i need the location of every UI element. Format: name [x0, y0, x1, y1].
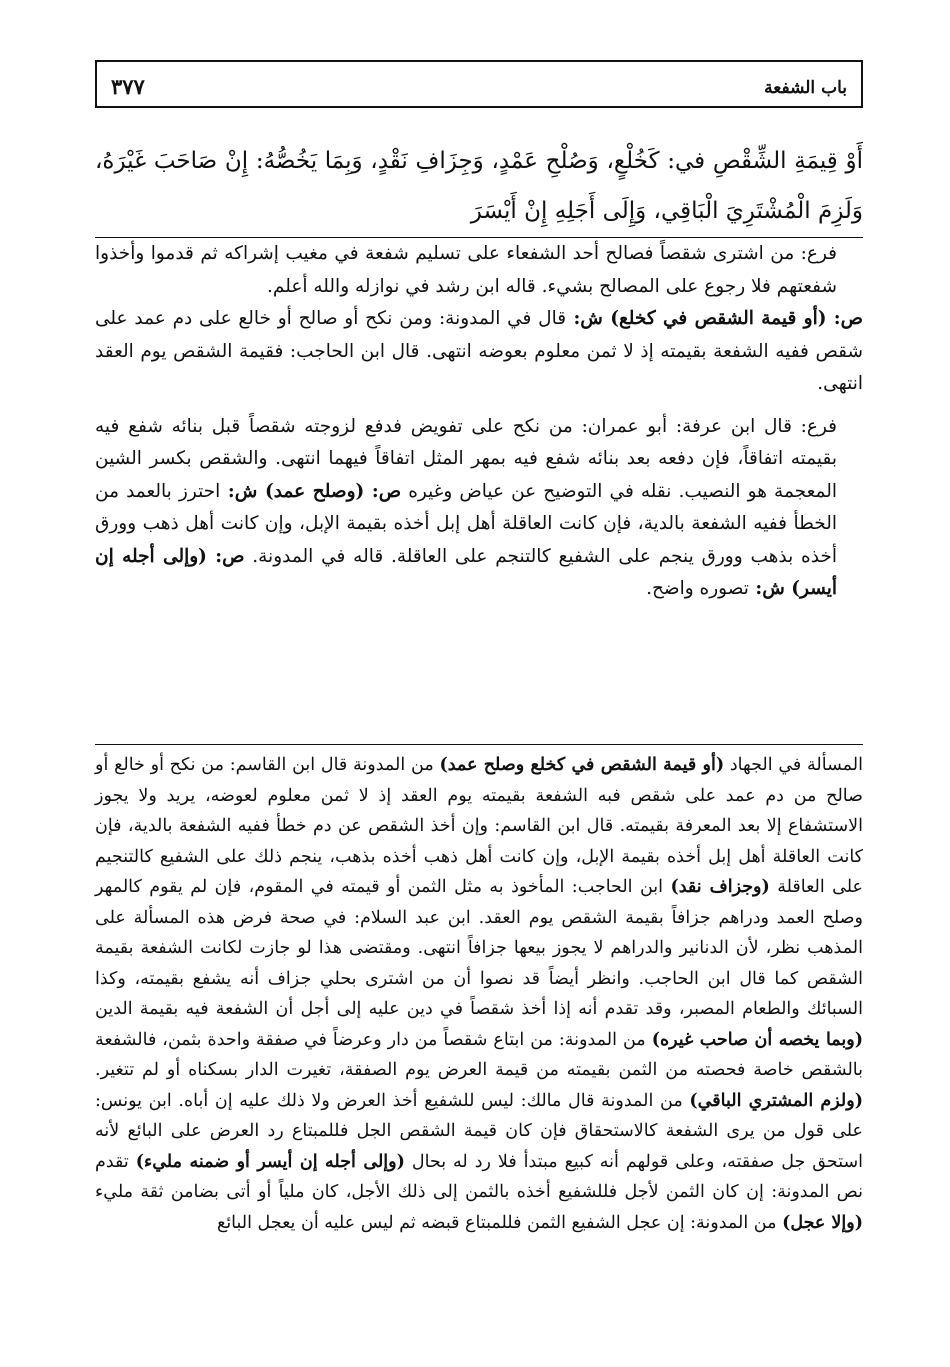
matn-text: أَوْ قِيمَةِ الشِّقْصِ في: كَخُلْعٍ، وَصُلْحِ عَمْدٍ، وَجِزَافِ نَقْدٍ، وَبِمَا يَخُصُّهُ: إِنْ صَاحَبَ غَيْرَهُ، وَلَزِمَ الْمُشْتَرِيَ الْبَاقِي، وَإِلَى أَجَلِهِ إِنْ أَيْسَرَ — [95, 148, 863, 224]
shin-marker: ش: — [220, 480, 265, 502]
page-header — [95, 60, 863, 108]
quoted-matn: (وصلح عمد) — [264, 480, 365, 502]
quoted-matn: (وإلا عجل) — [782, 1212, 863, 1233]
sharh-paragraph-3 — [95, 411, 863, 606]
book-page — [95, 60, 867, 1350]
sharh-paragraph-2 — [95, 303, 863, 401]
quoted-matn: (وجزاف نقد) — [670, 877, 770, 897]
shin-marker: ش: — [566, 308, 611, 329]
sharh-text: فرع: قال ابن عرفة: أبو عمران: من نكح على تفويض فدفع لزوجته شقصاً قبل بنائه شفع فيه بقيمته اتفاقاً، فإن دفعه بعد بنائه شفع فيه بمهر المثل اتفاقاً فيهما انتهى. والشقص بكسر الشين المعجمة هو النصيب. نقله في التوضيح عن عياض وغيره — [95, 415, 837, 502]
sad-marker: ص: — [364, 480, 402, 502]
footnote-text: المسألة في الجهاد — [724, 755, 863, 775]
footnote-text: من المدونة قال مالك: ليس للشفيع أخذ العرض ولا ذلك عليه إن أباه. ابن يونس: على قول من يرى الشفعة كالاستحقاق فإن كان قيمة الشقص الجل فللمبتاع رد العرض على البائع لأنه استحق جل صفقته، وعلى قولهم أنه كبيع مبتدأ فلا رد له بحال — [95, 1090, 863, 1172]
sharh-text: تصوره واضح. — [646, 578, 749, 599]
quoted-matn: (أو قيمة الشقص في كخلع وصلح عمد) — [439, 755, 725, 775]
quoted-matn: (وإلى أجله إن أيسر) — [95, 545, 837, 599]
footnote-paragraph — [95, 750, 863, 1238]
divider-footnote — [95, 744, 863, 745]
shin-marker: ش: — [748, 578, 792, 599]
sharh-text: قال في المدونة: ومن نكح أو صالح أو خالع على دم عمد على شقص ففيه الشفعة بقيمته إذ لا ثمن معلوم بعوضه انتهى. قال ابن الحاجب: فقيمة الشقص يوم العقد انتهى. — [95, 308, 863, 394]
chapter-title: باب الشفعة — [764, 78, 847, 98]
sad-marker: ص: — [826, 308, 864, 329]
footnote-text: من المدونة: إن عجل الشفيع الثمن فللمبتاع قبضه ثم ليس عليه أن يعجل البائع — [217, 1212, 783, 1233]
footnote-text: من المدونة: من ابتاع شقصاً من دار وعرضاً في صفقة واحدة بثمن، فالشفعة بالشقص خاصة فحصته من الثمن بقيمته من قيمة العرض يوم الصفقة، تغيرت الدار بسكناه أو لم تتغير. — [95, 1029, 863, 1080]
sharh-section — [95, 238, 863, 606]
quoted-matn: (وإلى أجله إن أيسر أو ضمنه مليء) — [135, 1151, 405, 1172]
footnote-text: تقدم نص المدونة: إن كان الثمن لأجل فللشفيع أخذه بالثمن إلى ذلك الأجل، كان ملياً أو أتى بضامن ثقة مليء — [95, 1151, 863, 1202]
sharh-text: احترز بالعمد من الخطأ ففيه الشفعة بالدية، فإن كانت العاقلة أهل إبل أخذه بقيمة الإبل، وإن كانت أهل ذهب وورق أخذه بذهب وورق ينجم على الشفيع كالتنجم على العاقلة. قاله في المدونة. — [95, 480, 838, 567]
footnote-text: ابن الحاجب: المأخوذ به مثل الثمن أو قيمته في المقوم، فإن لم يقوم كالمهر وصلح العمد ودراهم جزافاً بقيمة الشقص يوم العقد. ابن عبد السلام: في صحة فرض هذه المسألة على المذهب نظر، لأن الدنانير والدراهم لا يجوز بيعها جزافاً انتهى. ومقتضى هذا لو جازت لكانت الشفعة بقيمة الشقص كما قال ابن الحاجب. وانظر أيضاً قد نصوا أن من اشترى بحلي جزاف أنه يشفع بقيمته، وكذا السبائك والطعام المصبر، وقد تقدم أنه إذا أخذ شقصاً في دين عليه إلى أجل أن الشفعة فيه بقيمة الدين — [95, 877, 863, 1019]
quoted-matn: (أو قيمة الشقص في كخلع) — [610, 308, 827, 329]
footnote-section — [95, 750, 863, 1238]
quoted-matn: (ولزم المشتري الباقي) — [689, 1090, 863, 1111]
footnote-text: من المدونة قال ابن القاسم: من نكح أو خالع أو صالح من دم عمد على شقص فبه الشفعة بقيمته يوم العقد إذ لا ثمن معلوم لعوضه، يريد ولا يجوز الاستشفاع إلا بعد المعرفة بقيمته. قال ابن القاسم: وإن أخذ الشقص عن دم خطأ ففيه الشفعة بالدية، فإن كانت العاقلة أهل إبل أخذه بقيمة الإبل، وإن كانت أهل ذهب أخذه بذهب، ينجم ذلك على الشفيع كالتنجيم على العاقلة — [95, 755, 863, 897]
page-number: ٣٧٧ — [111, 74, 145, 99]
quoted-matn: (وبما يخصه أن صاحب غيره) — [651, 1029, 863, 1050]
sharh-paragraph-1: فرع: من اشترى شقصاً فصالح أحد الشفعاء على تسليم شفعة في مغيب إشراكه ثم قدموا وأخذوا شفعتهم فلا رجوع على المصالح بشيء. قاله ابن رشد في نوازله والله أعلم. — [95, 243, 837, 297]
sad-marker: ص: — [206, 545, 245, 567]
